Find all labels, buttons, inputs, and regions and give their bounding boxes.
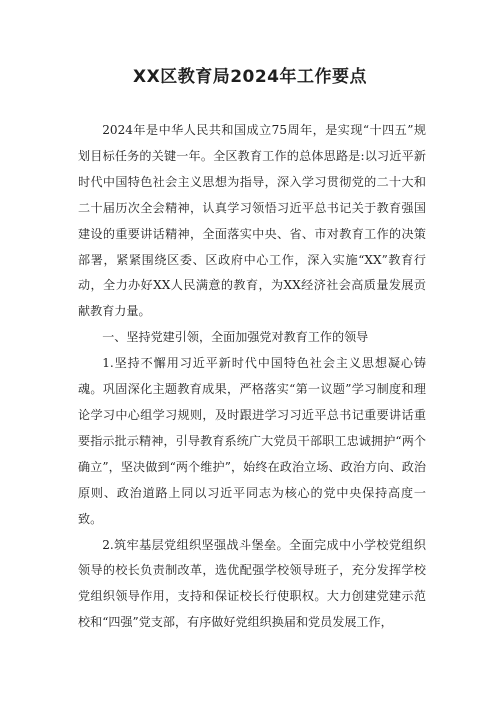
document-title: XX区教育局2024年工作要点 (132, 67, 368, 87)
section-heading-1: 一、坚持党建引领，全面加强党对教育工作的领导 (102, 330, 369, 345)
item-paragraph-1: 1.坚持不懈用习近平新时代中国特色社会主义思想凝心铸魂。巩固深化主题教育成果，严格落实“第一议题”学习制度和理论学习中心组学习规则，及时跟进学习习近平总书记重要讲话重要指示批示精神，引导教育系统广大党员干部职工忠诚拥护“两个确立”，坚决做到“两个维护”，始终在政治立场、政治方向、政治原则、政治道路上同以习近平同志为核心的党中央保持高度一致。 (78, 356, 426, 526)
item-paragraph-2: 2.筑牢基层党组织坚强战斗堡垒。全面完成中小学校党组织领导的校长负责制改革，选优配强学校领导班子，充分发挥学校党组织领导作用，支持和保证校长行使职权。大力创建党建示范校和“四强”党支部，有序做好党组织换届和党员发展工作， (78, 537, 426, 630)
document-body (78, 118, 426, 636)
intro-paragraph: 2024年是中华人民共和国成立75周年，是实现“十四五”规划目标任务的关键一年。全区教育工作的总体思路是:以习近平新时代中国特色社会主义思想为指导，深入学习贯彻党的二十大和二十届历次全会精神，认真学习领悟习近平总书记关于教育强国建设的重要讲话精神，全面落实中央、省、市对教育工作的决策部署，紧紧围绕区委、区政府中心工作，深入实施“XX”教育行动，全力办好XX人民满意的教育，为XX经济社会高质量发展贡献教育力量。 (78, 123, 426, 319)
